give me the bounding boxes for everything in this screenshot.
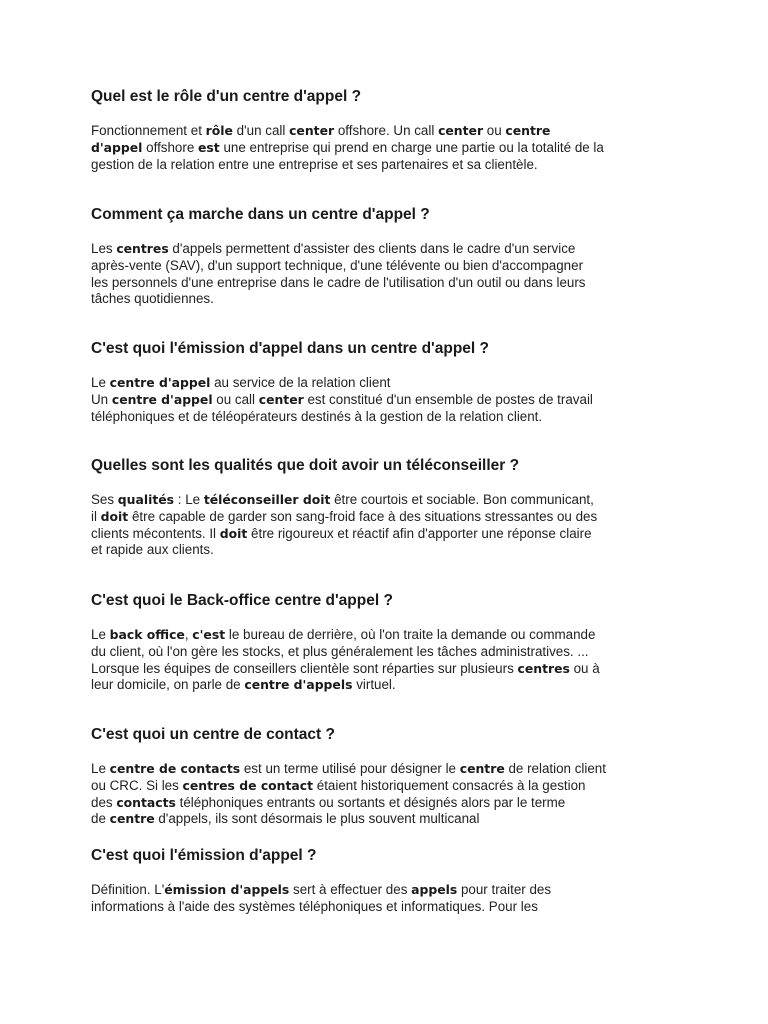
answer-paragraph (91, 882, 691, 916)
answer-line: Fonctionnement et rôle d'un call center offshore. Un call center ou centre (91, 123, 551, 138)
bold-keyword: d'appel (91, 139, 143, 155)
answer-line: Définition. L'émission d'appels sert à effectuer des appels pour traiter des (91, 882, 552, 897)
bold-keyword: rôle (205, 123, 233, 138)
bold-keyword: back office (109, 627, 185, 642)
question-heading: C'est quoi un centre de contact ? (91, 726, 335, 743)
bold-keyword: centres de contact (182, 777, 314, 793)
answer-line: de centre d'appels, ils sont désormais le plus souvent multicanal (91, 811, 480, 827)
bold-keyword: c'est (192, 627, 226, 642)
bold-keyword: centre (459, 761, 505, 776)
bold-keyword: centre d'appel (109, 375, 211, 390)
bold-keyword: centre (109, 811, 155, 827)
faq-section-fonctionnement (91, 205, 691, 308)
bold-keyword: center (258, 391, 304, 407)
answer-line: Un centre d'appel ou call center est constitué d'un ensemble de postes de travail (91, 391, 593, 407)
bold-keyword: centre d'appels (244, 677, 353, 693)
bold-keyword: centre de contacts (109, 761, 241, 776)
answer-line: après-vente (SAV), d'un support technique, d'une télévente ou bien d'accompagner (91, 257, 584, 273)
answer-line: du client, où l'on gère les stocks, et plus généralement les tâches administratives. ... (91, 643, 589, 659)
answer-line: Lorsque les équipes de conseillers clientèle sont réparties sur plusieurs centres ou à (91, 660, 600, 676)
question-heading: Quel est le rôle d'un centre d'appel ? (91, 88, 362, 105)
faq-section-qualites (91, 456, 691, 559)
bold-keyword: contacts (116, 794, 176, 810)
answer-line: des contacts téléphoniques entrants ou sortants et désignés alors par le terme (91, 794, 566, 810)
answer-line: ou CRC. Si les centres de contact étaient historiquement consacrés à la gestion (91, 777, 586, 793)
bold-keyword: téléconseiller doit (203, 492, 331, 507)
answer-line: téléphoniques et de téléopérateurs destinés à la gestion de la relation client. (91, 408, 543, 424)
answer-line: Le centre de contacts est un terme utilisé pour désigner le centre de relation client (91, 761, 606, 776)
bold-keyword: doit (100, 508, 129, 524)
answer-paragraph (91, 241, 691, 308)
question-heading: Comment ça marche dans un centre d'appel ? (91, 206, 430, 223)
answer-line: Le back office, c'est le bureau de derrière, où l'on traite la demande ou commande (91, 627, 596, 642)
question-heading: C'est quoi le Back-office centre d'appel ? (91, 592, 393, 609)
answer-line: Ses qualités : Le téléconseiller doit être courtois et sociable. Bon communicant, (91, 492, 594, 507)
bold-keyword: qualités (117, 492, 175, 507)
question-heading: C'est quoi l'émission d'appel dans un centre d'appel ? (91, 340, 490, 357)
bold-keyword: center (438, 123, 484, 138)
answer-paragraph (91, 627, 691, 694)
answer-line: leur domicile, on parle de centre d'appels virtuel. (91, 677, 396, 693)
answer-line: clients mécontents. Il doit être rigoureux et réactif afin d'apporter une réponse claire (91, 525, 592, 541)
bold-keyword: centres (517, 660, 570, 676)
answer-line: et rapide aux clients. (91, 542, 214, 558)
answer-paragraph (91, 492, 691, 559)
faq-section-emission (91, 846, 691, 916)
answer-line: gestion de la relation entre une entreprise et ses partenaires et sa clientèle. (91, 156, 538, 172)
answer-line: informations à l'aide des systèmes téléphoniques et informatiques. Pour les (91, 898, 538, 914)
question-heading: Quelles sont les qualités que doit avoir un téléconseiller ? (91, 457, 520, 474)
answer-line: Les centres d'appels permettent d'assister des clients dans le cadre d'un service (91, 241, 576, 256)
answer-line: les personnels d'une entreprise dans le cadre de l'utilisation d'un outil ou dans leurs (91, 274, 586, 290)
answer-paragraph (91, 375, 691, 425)
faq-section-centre-contact (91, 725, 691, 828)
answer-line: Le centre d'appel au service de la relation client (91, 375, 391, 390)
bold-keyword: centres (116, 241, 169, 256)
bold-keyword: est (198, 139, 220, 155)
answer-line: tâches quotidiennes. (91, 291, 214, 307)
answer-line: il doit être capable de garder son sang-froid face à des situations stressantes ou des (91, 508, 598, 524)
faq-section-back-office (91, 591, 691, 694)
bold-keyword: appels (411, 882, 458, 897)
bold-keyword: émission d'appels (164, 882, 290, 897)
bold-keyword: centre d'appel (111, 391, 213, 407)
bold-keyword: center (289, 123, 335, 138)
question-heading: C'est quoi l'émission d'appel ? (91, 847, 317, 864)
bold-keyword: doit (219, 525, 248, 541)
faq-section-emission-centre (91, 339, 691, 425)
answer-paragraph (91, 761, 691, 828)
bold-keyword: centre (505, 123, 551, 138)
answer-paragraph (91, 123, 691, 173)
answer-line: d'appel offshore est une entreprise qui prend en charge une partie ou la totalité de la (91, 139, 604, 155)
faq-section-role (91, 87, 691, 173)
